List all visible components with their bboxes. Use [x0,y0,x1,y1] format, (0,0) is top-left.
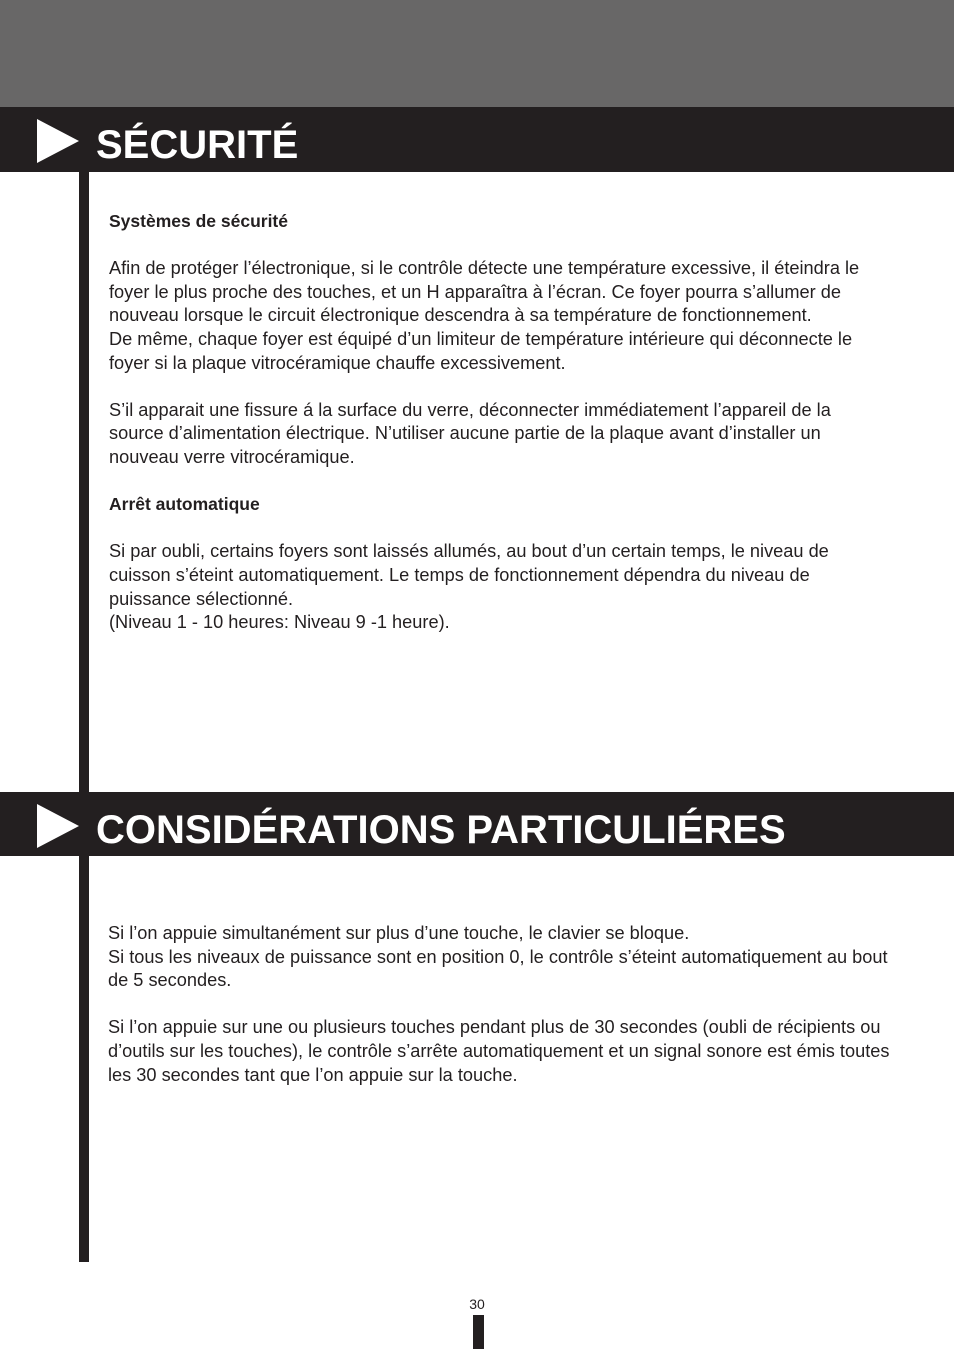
section-bar-securite [0,107,954,172]
page-number: 30 [469,1296,485,1312]
section-content-securite [109,210,889,635]
paragraph: Si l’on appuie sur une ou plusieurs touches pendant plus de 30 secondes (oubli de récipients ou d’outils sur les touches), le contrôle s’arrête automatiquement et un signal sonore est émis toutes les 30 secondes tant que l’on appuie sur la touche. [108,1017,890,1085]
paragraph: Afin de protéger l’électronique, si le contrôle détecte une température excessive, il éteindra le foyer le plus proche des touches, et un H apparaîtra à l’écran. Ce foyer pourra s’allumer de nouveau lorsque le circuit électronique descendra à sa température de fonctionnement. [109,258,860,326]
header-band [0,0,954,107]
subheading-systemes-securite: Systèmes de sécurité [109,211,288,231]
paragraph: (Niveau 1 - 10 heures: Niveau 9 -1 heure). [109,612,450,633]
paragraph: Si l’on appuie simultanément sur plus d’une touche, le clavier se bloque. [108,923,690,943]
section-title: CONSIDÉRATIONS PARTICULIÉRES [96,808,786,852]
left-rule [79,856,89,1262]
subheading-arret-automatique: Arrêt automatique [109,494,260,515]
page-tab-marker [473,1315,484,1349]
paragraph: S’il apparait une fissure á la surface du verre, déconnecter immédiatement l’appareil de la source d’alimentation électrique. N’utiliser aucune partie de la plaque avant d’installer un nouveau verre vitrocéramique. [109,399,831,467]
section-content-considerations [108,922,898,1087]
triangle-right-icon [37,804,79,848]
paragraph: Si tous les niveaux de puissance sont en position 0, le contrôle s’éteint automatiquement au bout de 5 secondes. [108,946,888,991]
section-bar-considerations [0,792,954,856]
triangle-right-icon [37,119,79,163]
paragraph: De même, chaque foyer est équipé d’un limiteur de température intérieure qui déconnecte le foyer si la plaque vitrocéramique chauffe excessivement. [109,328,853,373]
section-title: SÉCURITÉ [96,123,299,167]
paragraph: Si par oubli, certains foyers sont laissés allumés, au bout d’un certain temps, le niveau de cuisson s’éteint automatiquement. Le temps de fonctionnement dépendra du niveau de puissance sélectionné. [109,541,829,609]
left-rule [79,172,89,792]
